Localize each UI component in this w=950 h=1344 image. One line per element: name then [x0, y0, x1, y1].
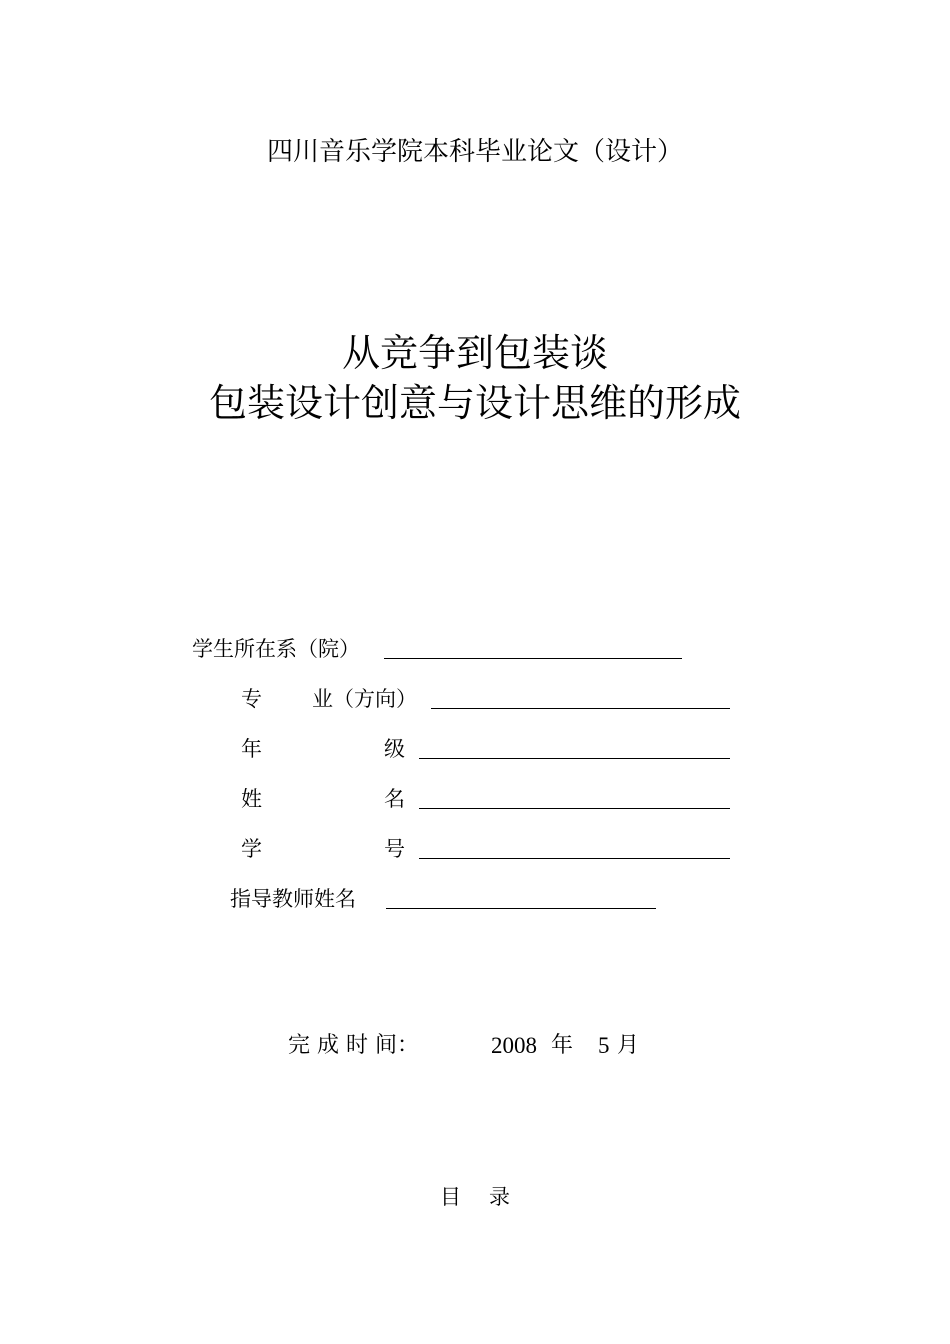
- grade-label-part-1: 年: [241, 737, 262, 761]
- grade-field[interactable]: [419, 758, 730, 759]
- advisor-label: 指导教师姓名: [230, 887, 356, 911]
- toc-heading: 目录: [440, 1185, 538, 1209]
- major-label-part-2: 业（方向）: [312, 687, 417, 711]
- department-field[interactable]: [384, 658, 682, 659]
- name-label-part-2: 名: [384, 787, 405, 811]
- major-label-part-1: 专: [241, 687, 262, 711]
- thesis-title-line-1: 从竞争到包装谈: [341, 331, 608, 375]
- completion-year-unit: 年: [551, 1033, 574, 1058]
- name-label-part-1: 姓: [241, 787, 262, 811]
- completion-month: 5: [598, 1033, 610, 1058]
- thesis-title-line-2: 包装设计创意与设计思维的形成: [208, 381, 741, 425]
- advisor-field[interactable]: [386, 908, 656, 909]
- grade-label-part-2: 级: [384, 737, 405, 761]
- student-id-field[interactable]: [419, 858, 730, 859]
- completion-year: 2008: [491, 1033, 537, 1058]
- major-field[interactable]: [431, 708, 730, 709]
- student-id-label-part-2: 号: [384, 837, 405, 861]
- name-field[interactable]: [419, 808, 730, 809]
- institution-heading: 四川音乐学院本科毕业论文（设计）: [266, 137, 683, 167]
- department-label: 学生所在系（院）: [192, 637, 360, 661]
- completion-label: 完 成 时 间：: [288, 1033, 419, 1058]
- completion-month-unit: 月: [617, 1033, 640, 1058]
- student-id-label-part-1: 学: [241, 837, 262, 861]
